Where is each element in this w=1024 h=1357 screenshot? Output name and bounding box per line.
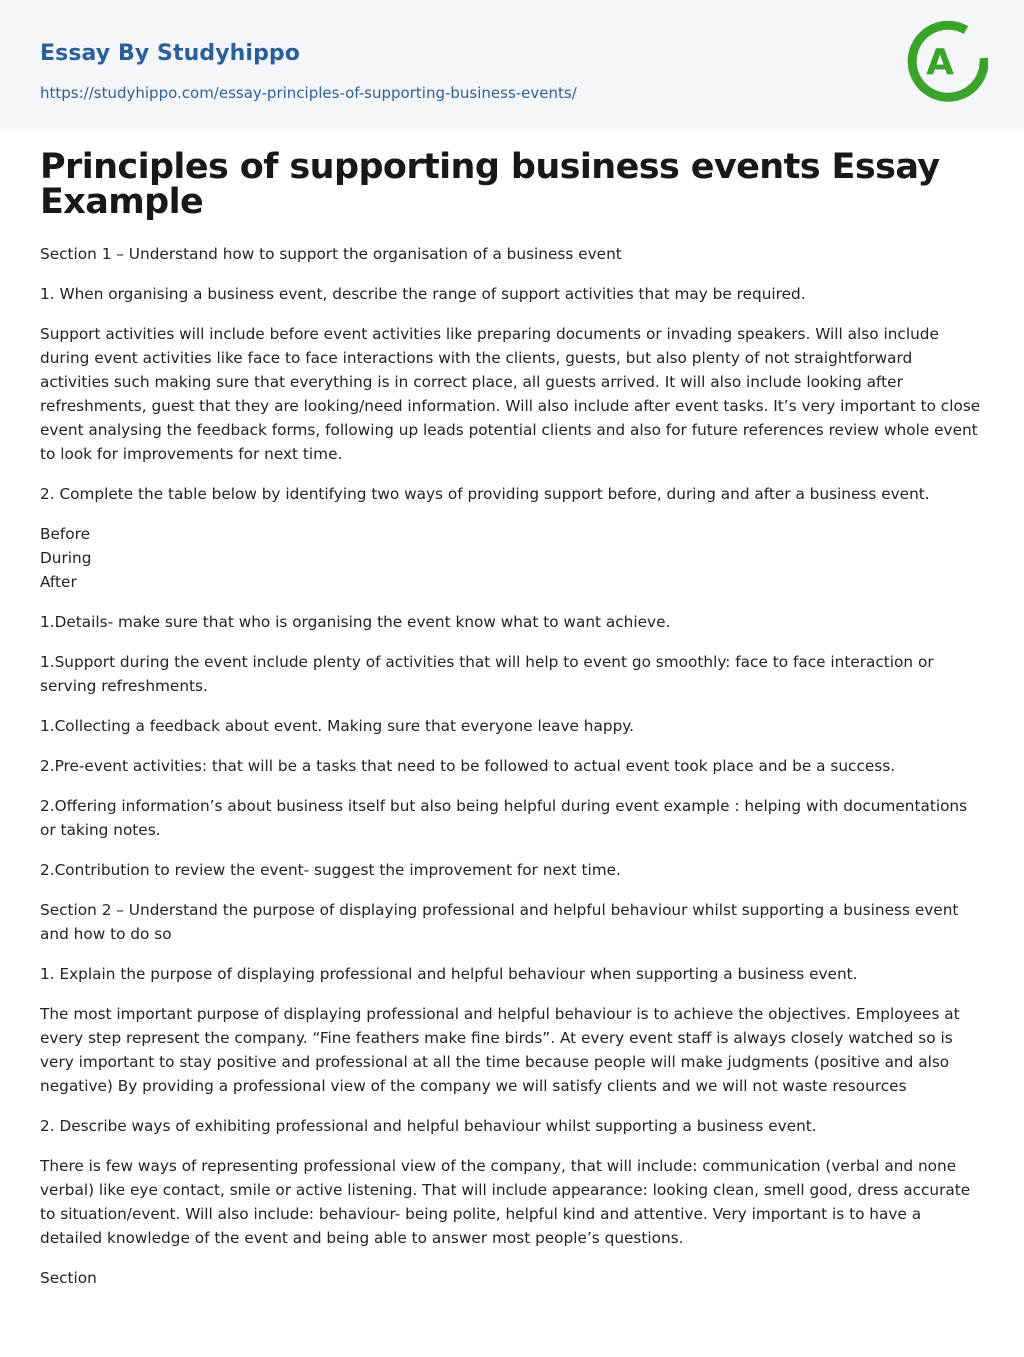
- paragraph: There is few ways of representing professional view of the company, that will include: communication (verbal and none verbal) like eye contact, smile or active listening. That will include appearance: looking clean, smell good, dress accurate to situation/event. Will also include: behaviour- being polite, helpful kind and attentive. Very important is to have a detailed knowledge of the event and being able to answer most people’s questions.: [40, 1157, 971, 1247]
- paragraph: 2. Describe ways of exhibiting professional and helpful behaviour whilst supporting a business event.: [40, 1117, 817, 1135]
- table-labels: [40, 522, 986, 594]
- paragraph: Section 1 – Understand how to support the organisation of a business event: [40, 245, 622, 263]
- source-url-link[interactable]: https://studyhippo.com/essay-principles-of-supporting-business-events/: [40, 84, 577, 102]
- paragraph: 1.Collecting a feedback about event. Making sure that everyone leave happy.: [40, 717, 635, 735]
- paragraph: 2.Offering information’s about business itself but also being helpful during event example : helping with documentations or taking notes.: [40, 797, 968, 839]
- article-title: Principles of supporting business events Essay Example: [40, 147, 940, 222]
- article: [40, 147, 986, 1306]
- paragraph: 2. Complete the table below by identifying two ways of providing support before, during and after a business event.: [40, 485, 930, 503]
- table-label-after: After: [40, 573, 77, 591]
- table-label-before: Before: [40, 525, 91, 543]
- site-header: [0, 0, 1024, 129]
- logo-letter: A: [926, 42, 954, 83]
- paragraph: The most important purpose of displaying professional and helpful behaviour is to achieve the objectives. Employees at every step represent the company. “Fine feathers make fine birds”. At every event staff is always closely watched so is very important to stay positive and professional at all the time because people will make judgments (positive and also negative) By providing a professional view of the company we will satisfy clients and we will not waste resources: [40, 1005, 960, 1095]
- paragraph: Support activities will include before event activities like preparing documents or invading speakers. Will also include during event activities like face to face interactions with the clients, guests, but also plenty of not straightforward activities such making sure that everything is in correct place, all guests arrived. It will also include looking after refreshments, guest that they are looking/need information. Will also include after event tasks. It’s very important to close event analysing the feedback forms, following up leads potential clients and also for future references review whole event to look for improvements for next time.: [40, 325, 981, 463]
- paragraph: 1. When organising a business event, describe the range of support activities that may be required.: [40, 285, 806, 303]
- paragraph: 1.Support during the event include plenty of activities that will help to event go smoothly: face to face interaction or serving refreshments.: [40, 653, 934, 695]
- studyhippo-logo-icon[interactable]: [906, 18, 988, 106]
- paragraph: 1. Explain the purpose of displaying professional and helpful behaviour when supporting a business event.: [40, 965, 858, 983]
- paragraph: Section: [40, 1269, 97, 1287]
- table-label-during: During: [40, 549, 92, 567]
- paragraph: Section 2 – Understand the purpose of displaying professional and helpful behaviour whilst supporting a business event and how to do so: [40, 901, 959, 943]
- paragraph: 2.Contribution to review the event- suggest the improvement for next time.: [40, 861, 621, 879]
- brand-name[interactable]: Essay By Studyhippo: [40, 41, 300, 66]
- paragraph: 2.Pre-event activities: that will be a tasks that need to be followed to actual event took place and be a success.: [40, 757, 896, 775]
- paragraph: 1.Details- make sure that who is organising the event know what to want achieve.: [40, 613, 671, 631]
